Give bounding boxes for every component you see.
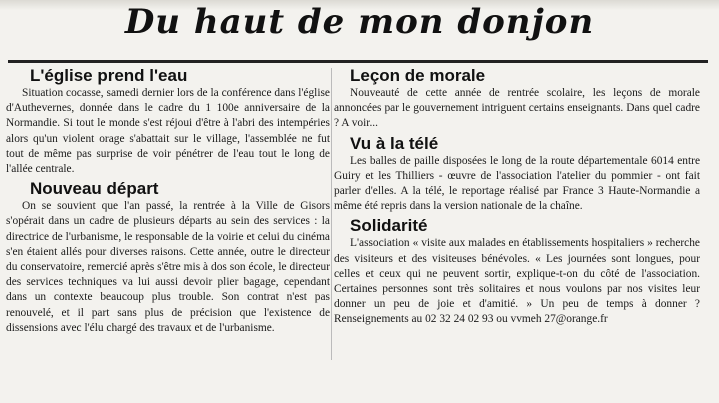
article-heading: Leçon de morale [350, 66, 486, 85]
article-heading: L'église prend l'eau [30, 66, 188, 85]
article-body: L'association « visite aux malades en établissements hospitaliers » recherche des visiteurs et des visiteuses bénévoles. « Les journées sont longues, pour celles et ceux qui ne peuvent sortir, explique-t-on du côté de l'association. Certaines personnes sont très solitaires et nous voulons par nos visites leur donner un peu de joie et d'amitié. » Un peu de temps à donner ? Renseignements au 02 32 24 02 93 ou vvmeh 27@orange.fr [334, 237, 700, 326]
right-column [334, 66, 700, 328]
column-masthead: Du haut de mon donjon [124, 2, 595, 42]
column-divider [331, 68, 332, 360]
masthead-rule [8, 60, 708, 63]
article-body: Les balles de paille disposées le long de la route départementale 6014 entre Guiry et les Thilliers - œuvre de l'association l'atelier du pommier - ont fait parler d'elles. A la télé, le reportage réalisé par France 3 Haute-Normandie a même été repris dans la version nationale de la chaîne. [334, 154, 700, 213]
article-body: Nouveauté de cette année de rentrée scolaire, les leçons de morale annoncées par le gouvernement intriguent certains enseignants. Dans quel cadre ? A voir... [334, 87, 700, 130]
left-column [6, 66, 330, 336]
article-heading: Solidarité [350, 216, 428, 236]
article-body: On se souvient que l'an passé, la rentrée à la Ville de Gisors s'opérait dans un cadre de plusieurs départs au sein des services : la directrice de l'urbanisme, le responsable de la voirie et celui du cinéma s'en étaient allés pour diverses raisons. Cette année, outre le directeur du conservatoire, remercié après s'être mis à dos son école, le directeur des services techniques va lui aussi devoir plier bagage, cependant dans un contexte beaucoup plus trouble. Son contrat n'est pas renouvelé, et il part sans plus de précision que l'existence de dissensions avec l'élu chargé des travaux et de l'urbanisme. [6, 200, 330, 334]
article-body: Situation cocasse, samedi dernier lors de la conférence dans l'église d'Authevernes, donnée dans le cadre du 1 100e anniversaire de la Normandie. Si tout le monde s'est réjoui d'être à l'abri des intempéries alors qu'un violent orage s'abattait sur le village, l'assemblée ne fut tout de même pas surprise de voir pénétrer de l'eau tout le long de l'allée centrale. [6, 87, 330, 176]
article-heading: Vu à la télé [350, 133, 439, 153]
article-heading: Nouveau départ [30, 179, 159, 199]
